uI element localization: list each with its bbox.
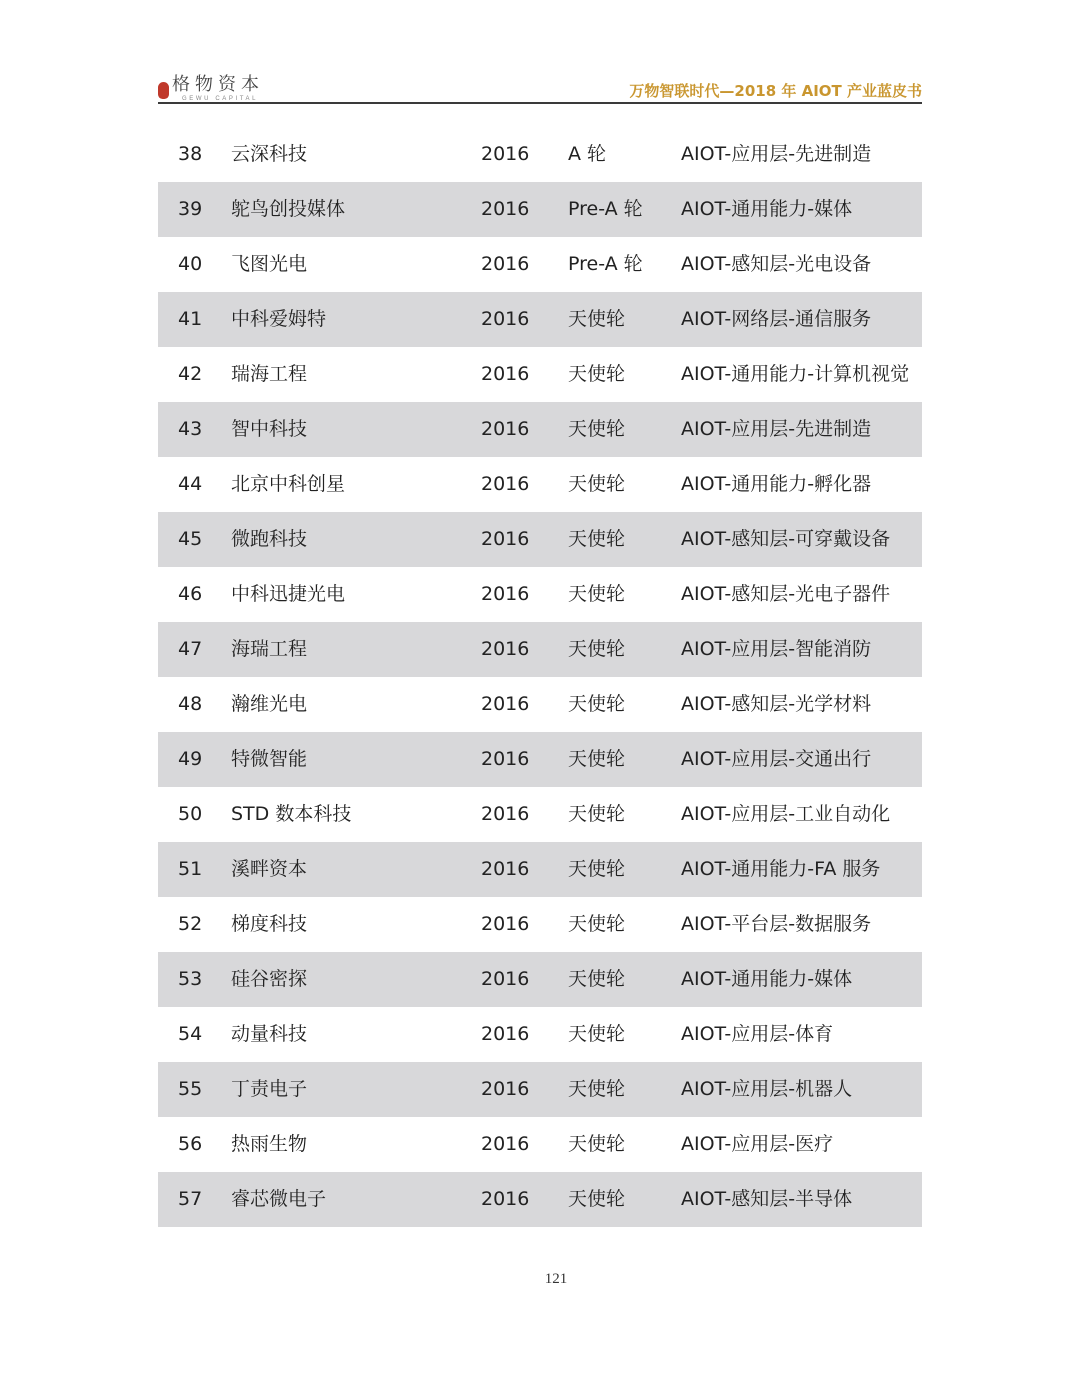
table-row (158, 1117, 922, 1172)
funding-round: 天使轮 (568, 693, 626, 715)
sector-category: AIOT-感知层-光学材料 (681, 693, 872, 715)
page-number: 121 (544, 1271, 568, 1287)
company-name: 梯度科技 (231, 913, 308, 935)
company-name: 海瑞工程 (231, 638, 308, 660)
company-name: 溪畔资本 (231, 858, 308, 880)
sector-category: AIOT-感知层-半导体 (681, 1188, 853, 1210)
table-row (158, 1062, 922, 1117)
funding-round: 天使轮 (568, 1078, 626, 1100)
company-name: 丁责电子 (231, 1078, 308, 1100)
table-row (158, 897, 922, 952)
company-name: 智中科技 (231, 418, 308, 440)
row-number: 56 (178, 1133, 203, 1155)
funding-round: 天使轮 (568, 583, 626, 605)
sector-category: AIOT-通用能力-孵化器 (681, 473, 872, 495)
row-number: 51 (178, 858, 203, 880)
sector-category: AIOT-通用能力-媒体 (681, 198, 853, 220)
company-name: 北京中科创星 (231, 473, 346, 495)
row-number: 38 (178, 143, 203, 165)
document-title: 万物智联时代—2018 年 AIOT 产业蓝皮书 (629, 82, 922, 100)
founded-year: 2016 (481, 1133, 530, 1155)
table-row (158, 842, 922, 897)
table-row (158, 402, 922, 457)
sector-category: AIOT-应用层-先进制造 (681, 418, 872, 440)
sector-category: AIOT-感知层-可穿戴设备 (681, 528, 891, 550)
founded-year: 2016 (481, 308, 530, 330)
founded-year: 2016 (481, 198, 530, 220)
logo-seal-icon (158, 82, 169, 99)
page-header (158, 72, 922, 104)
row-number: 55 (178, 1078, 203, 1100)
company-name: 热雨生物 (231, 1133, 308, 1155)
table-row (158, 127, 922, 182)
sector-category: AIOT-感知层-光电设备 (681, 253, 872, 275)
row-number: 45 (178, 528, 203, 550)
logo-chinese-name: 格物资本 (172, 74, 264, 95)
funding-round: 天使轮 (568, 528, 626, 550)
funding-round: 天使轮 (568, 968, 626, 990)
company-logo (158, 76, 264, 104)
founded-year: 2016 (481, 748, 530, 770)
company-name: 特微智能 (231, 748, 308, 770)
sector-category: AIOT-应用层-先进制造 (681, 143, 872, 165)
company-name: STD 数本科技 (231, 803, 352, 825)
sector-category: AIOT-应用层-交通出行 (681, 748, 872, 770)
founded-year: 2016 (481, 363, 530, 385)
funding-round: 天使轮 (568, 1023, 626, 1045)
row-number: 50 (178, 803, 203, 825)
founded-year: 2016 (481, 858, 530, 880)
row-number: 47 (178, 638, 203, 660)
table-row (158, 457, 922, 512)
table-row (158, 567, 922, 622)
founded-year: 2016 (481, 638, 530, 660)
sector-category: AIOT-通用能力-计算机视觉 (681, 363, 910, 385)
funding-round: 天使轮 (568, 1188, 626, 1210)
row-number: 57 (178, 1188, 203, 1210)
funding-round: 天使轮 (568, 913, 626, 935)
row-number: 42 (178, 363, 203, 385)
table-row (158, 347, 922, 402)
funding-round: Pre-A 轮 (568, 198, 643, 220)
founded-year: 2016 (481, 143, 530, 165)
founded-year: 2016 (481, 803, 530, 825)
funding-round: 天使轮 (568, 1133, 626, 1155)
table-row (158, 787, 922, 842)
founded-year: 2016 (481, 253, 530, 275)
sector-category: AIOT-应用层-机器人 (681, 1078, 853, 1100)
funding-round: 天使轮 (568, 803, 626, 825)
founded-year: 2016 (481, 583, 530, 605)
table-row (158, 1007, 922, 1062)
row-number: 49 (178, 748, 203, 770)
row-number: 43 (178, 418, 203, 440)
company-name: 鸵鸟创投媒体 (231, 198, 346, 220)
row-number: 52 (178, 913, 203, 935)
funding-round: 天使轮 (568, 418, 626, 440)
row-number: 40 (178, 253, 203, 275)
row-number: 54 (178, 1023, 203, 1045)
funding-round: Pre-A 轮 (568, 253, 643, 275)
sector-category: AIOT-通用能力-FA 服务 (681, 858, 881, 880)
sector-category: AIOT-通用能力-媒体 (681, 968, 853, 990)
funding-round: 天使轮 (568, 858, 626, 880)
row-number: 39 (178, 198, 203, 220)
row-number: 44 (178, 473, 203, 495)
founded-year: 2016 (481, 968, 530, 990)
founded-year: 2016 (481, 1023, 530, 1045)
row-number: 41 (178, 308, 203, 330)
sector-category: AIOT-网络层-通信服务 (681, 308, 872, 330)
table-row (158, 1172, 922, 1227)
row-number: 53 (178, 968, 203, 990)
table-row (158, 952, 922, 1007)
founded-year: 2016 (481, 693, 530, 715)
company-name: 瀚维光电 (231, 693, 308, 715)
table-row (158, 677, 922, 732)
logo-english-name: GEWU CAPITAL (182, 96, 259, 102)
sector-category: AIOT-应用层-医疗 (681, 1133, 834, 1155)
table-row (158, 512, 922, 567)
funding-round: 天使轮 (568, 638, 626, 660)
sector-category: AIOT-应用层-体育 (681, 1023, 834, 1045)
funding-round: 天使轮 (568, 473, 626, 495)
funding-round: A 轮 (568, 143, 607, 165)
table-row (158, 237, 922, 292)
company-name: 中科迅捷光电 (231, 583, 346, 605)
table-row (158, 622, 922, 677)
company-name: 中科爱姆特 (231, 308, 327, 330)
company-name: 动量科技 (231, 1023, 308, 1045)
sector-category: AIOT-应用层-工业自动化 (681, 803, 891, 825)
table-row (158, 182, 922, 237)
company-name: 微跑科技 (231, 528, 308, 550)
funding-round: 天使轮 (568, 363, 626, 385)
row-number: 48 (178, 693, 203, 715)
sector-category: AIOT-应用层-智能消防 (681, 638, 872, 660)
founded-year: 2016 (481, 528, 530, 550)
row-number: 46 (178, 583, 203, 605)
founded-year: 2016 (481, 1188, 530, 1210)
funding-round: 天使轮 (568, 308, 626, 330)
company-name: 硅谷密探 (231, 968, 308, 990)
company-name: 飞图光电 (231, 253, 308, 275)
founded-year: 2016 (481, 473, 530, 495)
funding-round: 天使轮 (568, 748, 626, 770)
founded-year: 2016 (481, 1078, 530, 1100)
header-divider (158, 102, 922, 104)
sector-category: AIOT-感知层-光电子器件 (681, 583, 891, 605)
investment-table (158, 127, 922, 1227)
table-row (158, 732, 922, 787)
company-name: 云深科技 (231, 143, 308, 165)
sector-category: AIOT-平台层-数据服务 (681, 913, 872, 935)
company-name: 睿芯微电子 (231, 1188, 327, 1210)
founded-year: 2016 (481, 418, 530, 440)
table-row (158, 292, 922, 347)
founded-year: 2016 (481, 913, 530, 935)
company-name: 瑞海工程 (231, 363, 308, 385)
